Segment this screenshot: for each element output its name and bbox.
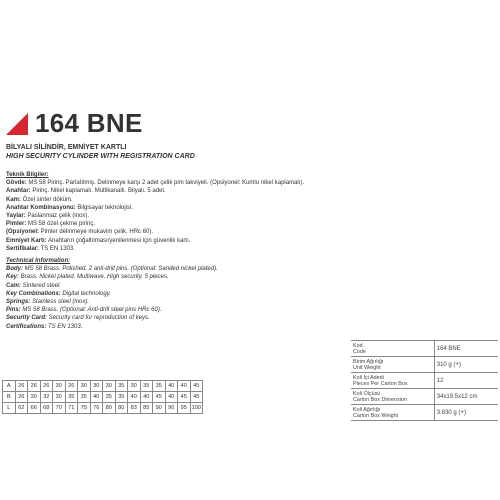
info-label-en: Carton Box Dimension	[353, 396, 407, 403]
spec-label: Body:	[6, 266, 23, 273]
spec-label: Key Combinations:	[6, 290, 61, 297]
size-cell: 76	[90, 403, 103, 414]
product-title-en: HIGH SECURITY CYLINDER WITH REGISTRATION CARD	[6, 153, 195, 160]
technical-info-en	[6, 257, 406, 331]
spec-line	[6, 187, 406, 195]
size-cell: 35	[65, 392, 78, 403]
size-cell: 26	[65, 381, 78, 392]
size-cell: 45	[178, 392, 191, 403]
size-cell: 35	[78, 392, 91, 403]
info-label	[351, 405, 434, 421]
size-cell: 80	[103, 403, 116, 414]
spec-label: Cam:	[6, 282, 22, 289]
spec-line	[6, 265, 406, 273]
size-cell: 90	[165, 403, 178, 414]
spec-text: Özel sinter döküm.	[21, 196, 73, 203]
size-cell: 45	[153, 392, 166, 403]
spec-label: Pins:	[6, 307, 21, 314]
spec-label: Springs:	[6, 299, 31, 306]
spec-text: TS EN 1303.	[39, 245, 75, 252]
spec-text: MS 58 Pirinç. Parlatılmış. Delinmeye karşı 2 adet çelik pim takviyeli. (Opsiyonel: Kumlu nikel kaplamalı).	[26, 180, 305, 187]
section-heading-tr: Teknik Bilgiler:	[6, 172, 49, 178]
size-cell: 30	[53, 381, 66, 392]
size-cell: 26	[15, 392, 28, 403]
info-label-tr: Kod	[353, 342, 363, 349]
size-cell: 40	[165, 381, 178, 392]
info-row	[351, 341, 498, 357]
size-cell: 40	[140, 392, 153, 403]
spec-line	[6, 228, 406, 236]
spec-label: Key:	[6, 274, 20, 281]
size-cell: 66	[28, 403, 41, 414]
size-cell: 90	[153, 403, 166, 414]
spec-label: Certifications:	[6, 323, 47, 330]
size-cell: 35	[115, 392, 128, 403]
size-cell: 62	[15, 403, 28, 414]
spec-label: Pimler:	[6, 221, 27, 228]
spec-text: Pirinç. Nikel kaplamalı. Multikanallı. Bilyalı. 5 adet.	[30, 188, 166, 195]
spec-text: Stainless steel (inox).	[30, 299, 90, 306]
info-label-tr: Birim Ağırlığı	[353, 358, 384, 365]
spec-line	[6, 273, 406, 281]
spec-text: Digital technology.	[60, 290, 111, 297]
spec-text: Pimler delinmeye mukavim çelik. HRc 60).	[39, 229, 154, 236]
size-cell: 83	[128, 403, 141, 414]
info-row	[351, 357, 498, 373]
spec-line	[6, 179, 406, 187]
size-cell: 30	[53, 392, 66, 403]
info-label	[351, 357, 434, 373]
size-cell: 40	[165, 392, 178, 403]
spec-label: Security Card:	[6, 315, 48, 322]
info-label	[351, 389, 434, 405]
size-table	[2, 380, 203, 414]
product-title-tr: BİLYALI SİLİNDİR, EMNİYET KARTLI	[6, 144, 127, 151]
spec-line	[6, 196, 406, 204]
spec-line	[6, 237, 406, 245]
size-cell: 45	[190, 381, 203, 392]
size-row	[3, 403, 203, 414]
spec-text: MS 58 Brass. Polished. 2 anti-drill pins. (Optional: Sanded nickel plated).	[23, 266, 218, 273]
size-cell: 35	[103, 392, 116, 403]
spec-label: (Opsiyonel:	[6, 229, 40, 236]
model-number: 164 BNE	[35, 108, 143, 138]
size-cell: 75	[78, 403, 91, 414]
size-cell: 30	[103, 381, 116, 392]
spec-label: Yaylar:	[6, 213, 26, 220]
spec-line	[6, 306, 406, 314]
info-label-en: Code	[353, 348, 366, 355]
info-value: 3.830 g (+)	[434, 405, 498, 421]
spec-text: MS 58 özel çekme pirinç.	[26, 221, 96, 228]
info-label	[351, 373, 434, 389]
spec-line	[6, 314, 406, 322]
spec-label: Anahtar:	[6, 188, 31, 195]
size-cell: 35	[153, 381, 166, 392]
info-row	[351, 373, 498, 389]
size-cell: 30	[28, 392, 41, 403]
info-label	[351, 341, 434, 357]
spec-text: Anahtarın çoğaltılması/yenilenmesi için güvenlik kartı.	[46, 237, 191, 244]
size-cell: 26	[15, 381, 28, 392]
red-triangle-icon	[6, 113, 28, 135]
spec-line	[6, 290, 406, 298]
info-label-en: Pieces Per Carton Box	[353, 380, 408, 387]
size-cell: 70	[53, 403, 66, 414]
spec-text: Security card for reproduction of keys.	[47, 315, 150, 322]
spec-line	[6, 245, 406, 253]
spec-line	[6, 323, 406, 331]
info-row	[351, 389, 498, 405]
spec-text: TS EN 1303.	[46, 323, 83, 330]
product-header	[6, 108, 143, 139]
size-row-label: L	[3, 403, 16, 414]
spec-line	[6, 282, 406, 290]
size-cell: 30	[90, 381, 103, 392]
spec-text: Paslanmaz çelik (inox).	[25, 213, 90, 220]
size-cell: 45	[190, 392, 203, 403]
info-value: 12	[434, 373, 498, 389]
section-heading-en: Technical Information:	[6, 258, 71, 264]
size-cell: 30	[78, 381, 91, 392]
size-cell: 95	[178, 403, 191, 414]
info-label-en: Carton Box Weight	[353, 412, 399, 419]
info-label-en: Unit Weight	[353, 364, 381, 371]
spec-label: Kam:	[6, 196, 22, 203]
info-value: 310 g (+)	[434, 357, 498, 373]
spec-line	[6, 220, 406, 228]
info-value: 34x19.5x12 cm	[434, 389, 498, 405]
packaging-info-table	[351, 340, 498, 421]
info-label-tr: Koli İçi Adedi	[353, 374, 384, 381]
size-cell: 30	[128, 381, 141, 392]
spec-text: Brass. Nickel plated. Multiwave. High security. 5 pieces.	[19, 274, 169, 281]
spec-label: Emniyet Kartı:	[6, 237, 47, 244]
size-row-label: B	[3, 392, 16, 403]
size-row-label: A	[3, 381, 16, 392]
info-label-tr: Koli Ağırlığı	[353, 406, 381, 413]
spec-line	[6, 298, 406, 306]
size-row	[3, 392, 203, 403]
size-cell: 26	[28, 381, 41, 392]
size-cell: 100	[190, 403, 203, 414]
info-label-tr: Koli Ölçüsü	[353, 390, 381, 397]
size-cell: 68	[40, 403, 53, 414]
size-cell: 35	[115, 381, 128, 392]
spec-label: Gövde:	[6, 180, 27, 187]
size-cell: 40	[128, 392, 141, 403]
spec-line	[6, 212, 406, 220]
size-cell: 32	[40, 392, 53, 403]
info-value: 164 BNE	[434, 341, 498, 357]
size-row	[3, 381, 203, 392]
size-cell: 40	[178, 381, 191, 392]
spec-label: Sertifikalar:	[6, 245, 40, 252]
spec-text: Sintered steel.	[21, 282, 62, 289]
info-row	[351, 405, 498, 421]
spec-line	[6, 204, 406, 212]
size-cell: 80	[115, 403, 128, 414]
size-cell: 26	[40, 381, 53, 392]
size-cell: 71	[65, 403, 78, 414]
spec-text: Bilgisayar teknolojisi.	[75, 204, 134, 211]
technical-info-tr	[6, 171, 406, 253]
size-cell: 35	[140, 381, 153, 392]
spec-label: Anahtar Kombinasyonu:	[6, 204, 76, 211]
spec-text: MS 58 Brass. (Optional: Anti-drill steel pins HRc 60).	[20, 307, 162, 314]
size-cell: 40	[90, 392, 103, 403]
size-cell: 85	[140, 403, 153, 414]
